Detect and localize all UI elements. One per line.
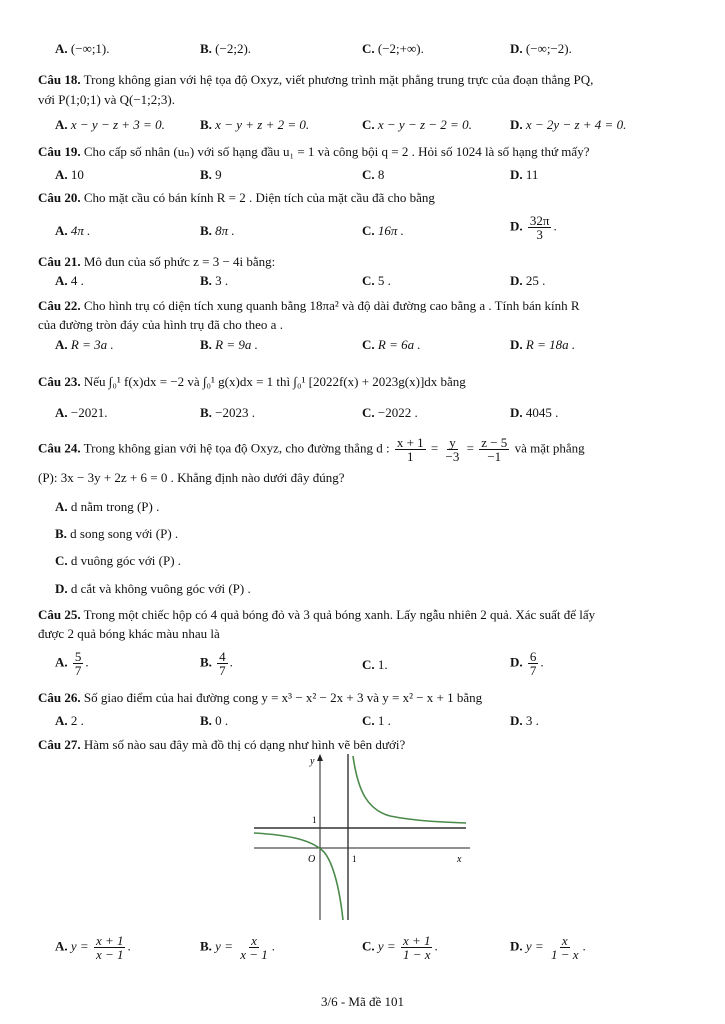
question-21 <box>38 252 688 271</box>
option-value: x − y − z + 3 = 0. <box>70 117 165 132</box>
q23-options <box>0 404 725 424</box>
option-value: x − y − z − 2 = 0. <box>377 117 472 132</box>
option-label: D. <box>510 405 523 420</box>
question-text: Nếu ∫₀¹ f(x)dx = −2 và ∫₀¹ g(x)dx = 1 thì ∫₀¹ [2022f(x) + 2023g(x)]dx bằng <box>83 374 466 389</box>
option-value: R = 18a . <box>525 337 576 352</box>
option-label: A. <box>55 167 68 182</box>
option-value: 4045 . <box>525 405 559 420</box>
y-axis-arrow <box>317 754 323 761</box>
question-text: Trong một chiếc hộp có 4 quả bóng đỏ và 3 quả bóng xanh. Lấy ngẫu nhiên 2 quả. Xác suất để lấy <box>83 607 596 622</box>
option-value: R = 9a . <box>215 337 258 352</box>
option-label: D. <box>510 337 523 352</box>
option-label: A. <box>55 337 68 352</box>
fraction: $\frac{5}{7}$ <box>74 649 82 678</box>
question-19 <box>38 142 688 161</box>
option-label: D. <box>510 41 523 56</box>
question-text: Trong không gian với hệ tọa độ Oxyz, viết phương trình mặt phẳng trung trực của đoạn thẳng PQ, <box>83 72 594 87</box>
question-label: Câu 25. <box>38 607 81 622</box>
q25-options: A. $\frac{5}{7}$ . B. $\frac{4}{7}$ . C. 1. D. $\frac{6}{7}$ . <box>55 649 544 678</box>
x-tick-label: 1 <box>352 854 357 864</box>
question-22-line2 <box>38 315 688 334</box>
question-label: Câu 26. <box>38 690 81 705</box>
fraction: $\frac{4}{7}$ <box>219 649 226 678</box>
x-axis-label: x <box>457 854 462 865</box>
question-24-line2 <box>38 468 688 487</box>
q20-options: A. 4π . B. 8π . C. 16π . D. $\frac{32\pi}{3}$ . <box>55 213 557 242</box>
question-text: được 2 quả bóng khác màu nhau là <box>38 626 220 641</box>
question-22 <box>38 296 688 315</box>
question-18-line2 <box>38 90 688 109</box>
option-value: 11 <box>525 167 539 182</box>
option-label: B. <box>200 337 212 352</box>
question-label: Câu 18. <box>38 72 81 87</box>
origin-label: O <box>308 854 316 865</box>
fraction: $\frac{x + 1}{1}$ <box>396 435 424 464</box>
question-label: Câu 24. <box>38 440 81 456</box>
option-value: x − y + z + 2 = 0. <box>215 117 310 132</box>
option-label: B. <box>200 223 212 238</box>
option-label: C. <box>362 41 375 56</box>
option-label: D. <box>510 218 523 234</box>
q24-option-a: A. d nằm trong (P) . <box>55 499 160 514</box>
q27-options: A. y = $\frac{x + 1}{x - 1}$ . B. y = $\frac{x}{x - 1}$ . C. y = $\frac{x + 1}{1 - x}$ . D. y = $\frac{x}{1 - x}$ . <box>55 933 586 962</box>
option-label: C. <box>362 273 375 288</box>
option-value: R = 3a . <box>70 337 114 352</box>
fraction: $\frac{x + 1}{x - 1}$ <box>95 933 124 962</box>
question-text: với P(1;0;1) và Q(−1;2;3). <box>38 92 175 107</box>
question-label: Câu 22. <box>38 298 81 313</box>
page-footer: 3/6 - Mã đề 101 <box>320 994 405 1009</box>
question-18 <box>38 70 688 89</box>
option-label: C. <box>362 167 375 182</box>
option-label: B. <box>200 167 212 182</box>
fraction: $\frac{x + 1}{1 - x}$ <box>402 933 431 962</box>
option-value: 4 . <box>70 273 84 288</box>
hyperbola-graph <box>250 752 475 924</box>
y-axis-label: y <box>310 756 315 767</box>
option-value: −2022 . <box>377 405 418 420</box>
option-label: B. <box>200 273 212 288</box>
option-label: C. <box>362 405 375 420</box>
option-value: 25 . <box>525 273 546 288</box>
option-label: A. <box>55 117 68 132</box>
question-20 <box>38 188 688 207</box>
fraction: $\frac{y}{-3}$ <box>445 435 460 464</box>
option-label: D. <box>510 117 523 132</box>
option-label: B. <box>200 405 212 420</box>
question-label: Câu 27. <box>38 737 81 752</box>
q19-options <box>0 166 725 186</box>
option-value: −2021. <box>70 405 108 420</box>
question-25 <box>38 605 688 624</box>
q22-options <box>0 336 725 356</box>
question-label: Câu 20. <box>38 190 81 205</box>
option-value: R = 6a . <box>377 337 421 352</box>
question-text: Mô đun của số phức z = 3 − 4i bằng: <box>83 254 276 269</box>
q17-options <box>0 40 725 60</box>
option-label: B. <box>200 117 212 132</box>
question-26 <box>38 688 688 707</box>
option-value: 16π . <box>377 223 404 238</box>
option-label: C. <box>362 117 375 132</box>
question-text: Trong không gian với hệ tọa độ Oxyz, cho đường thẳng d : <box>83 440 390 456</box>
question-text: Hàm số nào sau đây mà đồ thị có dạng như hình vẽ bên dưới? <box>83 737 406 752</box>
option-label: A. <box>55 273 68 288</box>
option-value: 10 <box>70 167 84 182</box>
option-value: −2023 . <box>215 405 256 420</box>
question-24: Câu 24. Trong không gian với hệ tọa độ Oxyz, cho đường thẳng d : $\frac{x + 1}{1}$ = $\frac{y}{-3}$ = $\frac{z - 5}{-1}$ và mặt phẳng <box>38 435 585 464</box>
fraction: $\frac{32\pi}{3}$ <box>529 213 550 242</box>
q21-options <box>0 272 725 292</box>
option-label: B. <box>200 41 212 56</box>
option-value: 8π . <box>215 223 235 238</box>
question-text: của đường tròn đáy của hình trụ đã cho theo a . <box>38 317 283 332</box>
option-value: 9 <box>215 167 222 182</box>
y-tick-label: 1 <box>312 815 317 825</box>
option-label: C. <box>362 223 375 238</box>
fraction: $\frac{z - 5}{-1}$ <box>481 435 508 464</box>
option-value: x − 2y − z + 4 = 0. <box>525 117 627 132</box>
q24-option-c: C. d vuông góc với (P) . <box>55 553 182 568</box>
q26-options: A. 2 . B. 0 . C. 1 . D. 3 . <box>55 713 539 728</box>
option-label: D. <box>510 273 523 288</box>
question-text: Cho mặt cầu có bán kính R = 2 . Diện tích của mặt cầu đã cho bằng <box>83 190 435 205</box>
question-text: (P): 3x − 3y + 2z + 6 = 0 . Khẳng định nào dưới đây đúng? <box>38 470 345 485</box>
question-text: Cho hình trụ có diện tích xung quanh bằng 18πa² và độ dài đường cao bằng a . Tính bán kính R <box>83 298 580 313</box>
option-label: C. <box>362 337 375 352</box>
option-value: 4π . <box>70 223 91 238</box>
question-text: Cho cấp số nhân (uₙ) với số hạng đầu u₁ = 1 và công bội q = 2 . Hỏi số 1024 là số hạng thứ mấy? <box>83 144 590 159</box>
question-23 <box>38 372 688 391</box>
question-text: Số giao điểm của hai đường cong y = x³ − x² − 2x + 3 và y = x² − x + 1 bằng <box>83 690 483 705</box>
option-value: 3 . <box>215 273 229 288</box>
option-label: A. <box>55 405 68 420</box>
question-25-line2 <box>38 624 688 643</box>
option-label: A. <box>55 41 68 56</box>
fraction: $\frac{6}{7}$ <box>529 649 537 678</box>
question-label: Câu 21. <box>38 254 81 269</box>
option-value: (−2;+∞). <box>377 41 424 56</box>
option-value: 5 . <box>377 273 391 288</box>
option-value: (−∞;1). <box>70 41 110 56</box>
option-value: (−2;2). <box>215 41 252 56</box>
option-value: (−∞;−2). <box>525 41 572 56</box>
curve-left-branch <box>254 833 343 920</box>
question-label: Câu 23. <box>38 374 81 389</box>
q24-option-b: B. d song song với (P) . <box>55 526 179 541</box>
fraction: $\frac{x}{x - 1}$ <box>240 933 268 962</box>
option-value: 8 <box>377 167 385 182</box>
curve-right-branch <box>353 756 466 823</box>
q24-option-d: D. d cắt và không vuông góc với (P) . <box>55 581 251 596</box>
q18-options <box>0 116 725 136</box>
option-label: A. <box>55 223 68 238</box>
option-label: D. <box>510 167 523 182</box>
fraction: $\frac{x}{1 - x}$ <box>550 933 579 962</box>
question-label: Câu 19. <box>38 144 81 159</box>
